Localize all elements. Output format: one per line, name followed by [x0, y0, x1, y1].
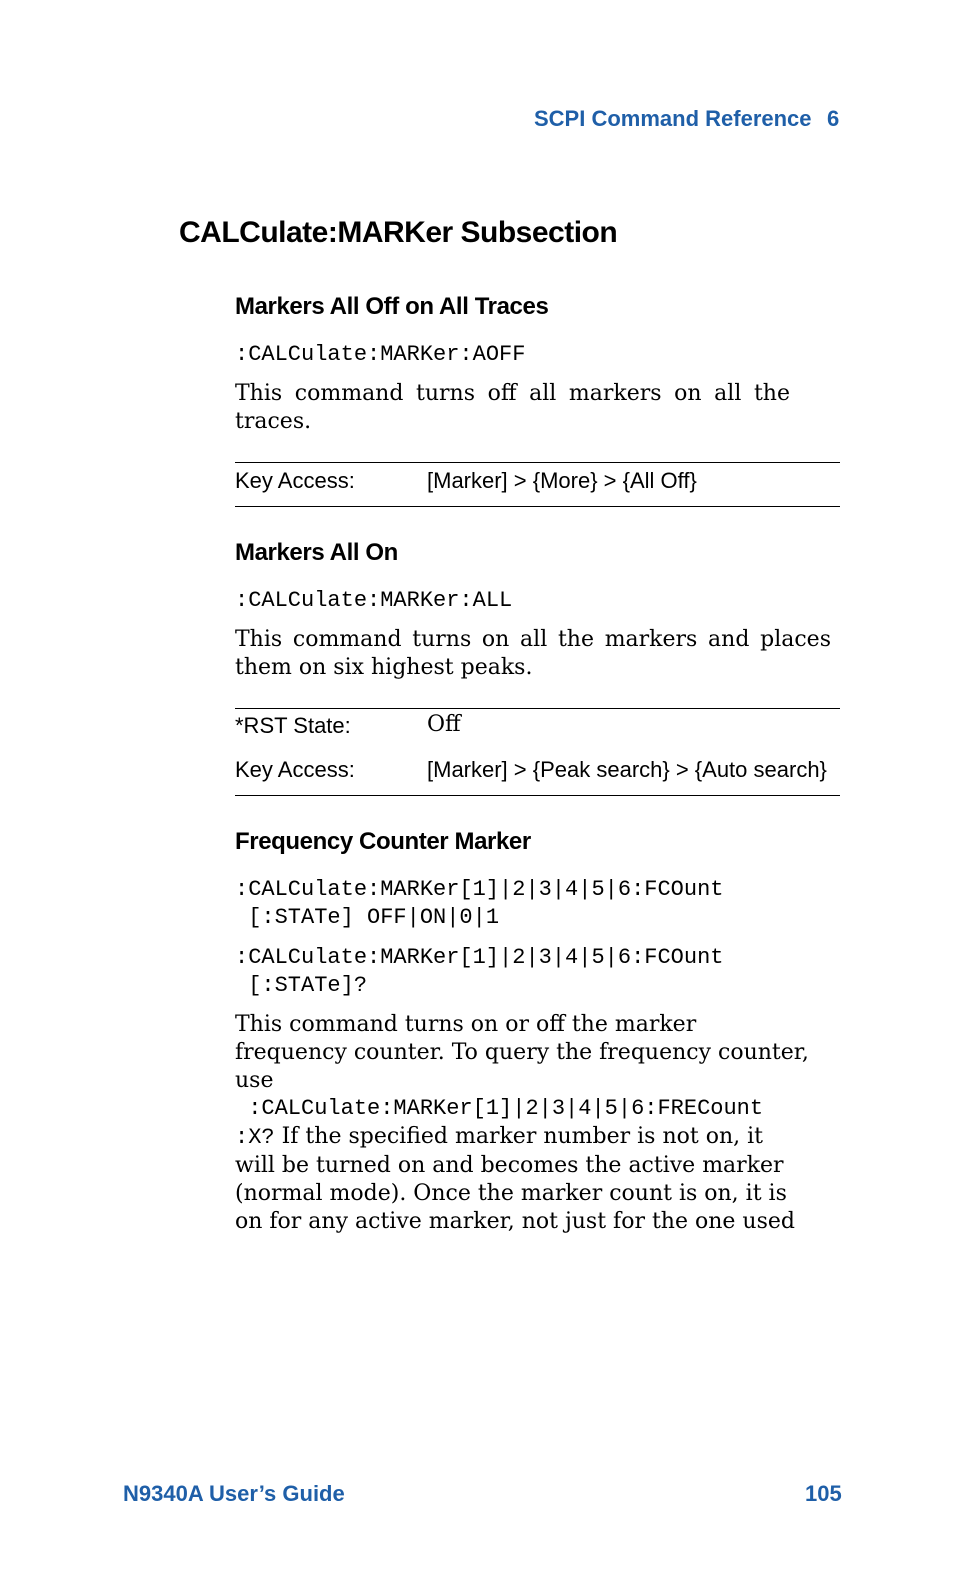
key-access-value: [Marker] > {More} > {All Off} — [427, 468, 697, 493]
description-line: If the specified marker number is not on, it — [274, 1124, 763, 1149]
command-fcount-query: :CALCulate:MARKer[1]|2|3|4|5|6:FCOunt [:STATe]? — [235, 945, 724, 998]
query-command-suffix: :X? — [235, 1125, 275, 1150]
footer-guide-title: N9340A User’s Guide — [123, 1481, 345, 1506]
chapter-number: 6 — [827, 106, 840, 131]
table-rule-bottom — [235, 506, 840, 507]
section-description: This command turns on all the markers and places them on six highest peaks. — [235, 627, 831, 680]
running-header-title: SCPI Command Reference — [534, 106, 812, 131]
rst-state-label: *RST State: — [235, 713, 351, 738]
description-line: This command turns on or off the marker — [235, 1012, 697, 1037]
command-fcount-set: :CALCulate:MARKer[1]|2|3|4|5|6:FCOunt [:STATe] OFF|ON|0|1 — [235, 877, 724, 930]
section-description: This command turns off all markers on all the traces. — [235, 381, 790, 434]
page-title: CALCulate:MARKer Subsection — [179, 216, 618, 249]
key-access-label: Key Access: — [235, 757, 355, 782]
description-line: use — [235, 1068, 274, 1093]
section-heading-frequency-counter-marker: Frequency Counter Marker — [235, 828, 531, 855]
key-access-label: Key Access: — [235, 468, 355, 493]
table-rule-bottom — [235, 795, 840, 796]
description-line: frequency counter. To query the frequency counter, — [235, 1040, 809, 1065]
command-all: :CALCulate:MARKer:ALL — [235, 588, 513, 613]
command-aoff: :CALCulate:MARKer:AOFF — [235, 342, 526, 367]
query-command: :CALCulate:MARKer[1]|2|3|4|5|6:FRECount — [235, 1096, 764, 1121]
section-heading-markers-all-off: Markers All Off on All Traces — [235, 293, 549, 320]
rst-state-value: Off — [427, 712, 461, 737]
section-description — [235, 1011, 835, 1236]
table-rule-top — [235, 708, 840, 709]
page-number: 105 — [805, 1481, 842, 1506]
description-line: on for any active marker, not just for the one used — [235, 1209, 795, 1234]
description-line: (normal mode). Once the marker count is on, it is — [235, 1181, 787, 1206]
description-line: will be turned on and becomes the active marker — [235, 1153, 784, 1178]
section-heading-markers-all-on: Markers All On — [235, 539, 398, 566]
table-rule-top — [235, 462, 840, 463]
key-access-value: [Marker] > {Peak search} > {Auto search} — [427, 757, 827, 782]
